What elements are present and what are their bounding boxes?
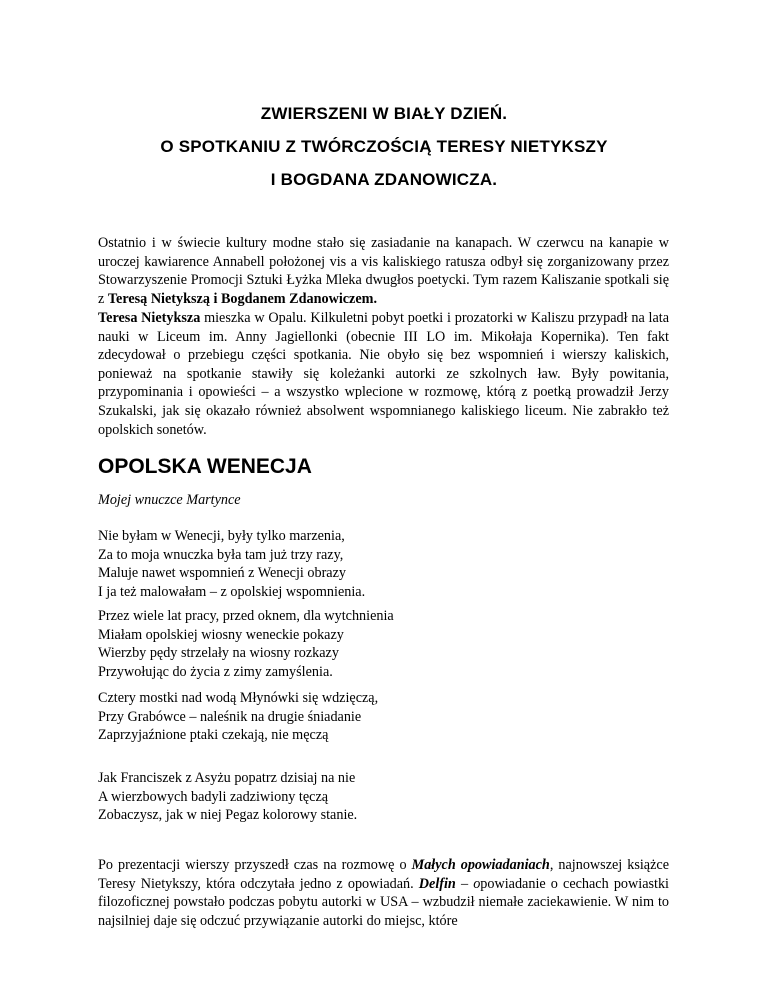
poem-line: A wierzbowych badyli zadziwiony tęczą [98,788,329,805]
poem-line: Miałam opolskiej wiosny weneckie pokazy [98,626,344,643]
poem-line: Przez wiele lat pracy, przed oknem, dla wytchnienia [98,608,394,624]
poem-stanza-1 [98,527,365,601]
poem-line: Nie byłam w Wenecji, były tylko marzenia, [98,528,345,544]
intro-paragraph-2 [98,309,669,439]
poem-line: Cztery mostki nad wodą Młynówki się wdzięczą, [98,690,379,706]
story-title: Delfin [418,875,456,892]
intro-paragraph-2-text: mieszka w Opalu. Kilkuletni pobyt poetki i prozatorki w Kaliszu przypadł na lata nauki w Liceum im. Anny Jagiellonki (obecnie III LO im. Mikołaja Kopernika). Ten fakt zdecydował o przebiegu części spotkania. Nie obyło się bez wspomnień i wierszy kaliskich, ponieważ na spotkanie stawiły się koleżanki autorki ze szkolnych ław. Były powitania, przypominania i opowieści – a wszystko wplecione w rozmowę, którą z poetką prowadził Jerzy Szukalski, jak się okazało również absolwent wspomnianego kaliskiego liceum. Nie zabrakło też opolskich sonetów. [98,310,670,438]
poem-title: OPOLSKA WENECJA [98,455,312,478]
poem-line: Za to moja wnuczka była tam już trzy razy, [98,546,344,563]
poem-line: Przywołując do życia z zimy zamyślenia. [98,663,333,680]
title-line-2: O SPOTKANIU Z TWÓRCZOŚCIĄ TERESY NIETYKSZY [160,137,608,156]
after-italic: o [473,875,481,892]
title-line-3: I BOGDANA ZDANOWICZA. [270,170,498,189]
poem-line: Wierzby pędy strzelały na wiosny rozkazy [98,645,339,662]
poem-dedication: Mojej wnuczce Martynce [98,492,241,508]
intro-paragraph-1-text: Ostatnio i w świecie kultury modne stało się zasiadanie na kanapach. W czerwcu na kanapie w uroczej kawiarence Annabell położonej vis a vis kaliskiego ratusza odbył się zorganizowany przez Stowarzyszenie Promocji Sztuki Łyżka Mleka dwugłos poetycki. Tym razem Kaliszanie spotkali się z [98,235,669,307]
intro-paragraph-1-bold: Teresą Nietykszą i Bogdanem Zdanowiczem. [107,290,378,307]
after-text-1: Po prezentacji wierszy przyszedł czas na rozmowę o [98,857,412,873]
book-title: Małych opowiadaniach [411,857,550,873]
after-text-2: , najnowszej książce Teresy Nietykszy, która odczytała jedno z opowiadań. [98,857,669,892]
poem-line: Przy Grabówce – naleśnik na drugie śniadanie [98,708,362,725]
intro-paragraph-2-bold: Teresa Nietyksza [98,310,201,326]
poem-line: Zaprzyjaźnione ptaki czekają, nie męczą [98,727,329,744]
intro-paragraph-1 [98,234,669,308]
poem-line: Jak Franciszek z Asyżu popatrz dzisiaj na nie [98,770,356,786]
poem-line: I ja też malowałam – z opolskiej wspomnienia. [98,583,366,600]
poem-stanza-2 [98,607,394,681]
after-text-3: – [455,875,474,892]
poem-stanza-3 [98,689,378,745]
poem-stanza-4 [98,769,357,825]
title-line-1: ZWIERSZENI W BIAŁY DZIEŃ. [260,104,508,123]
after-text-4: powiadanie o cechach powiastki filozoficznej powstało podczas pobytu autorki w USA – wzbudził niemałe zaciekawienie. W nim to najsilniej daje się odczuć przywiązanie autorki do miejsc, które [98,875,669,929]
after-poem-paragraph [98,856,669,930]
poem-line: Zobaczysz, jak w niej Pegaz kolorowy stanie. [98,807,358,824]
poem-line: Maluje nawet wspomnień z Wenecji obrazy [98,565,346,582]
